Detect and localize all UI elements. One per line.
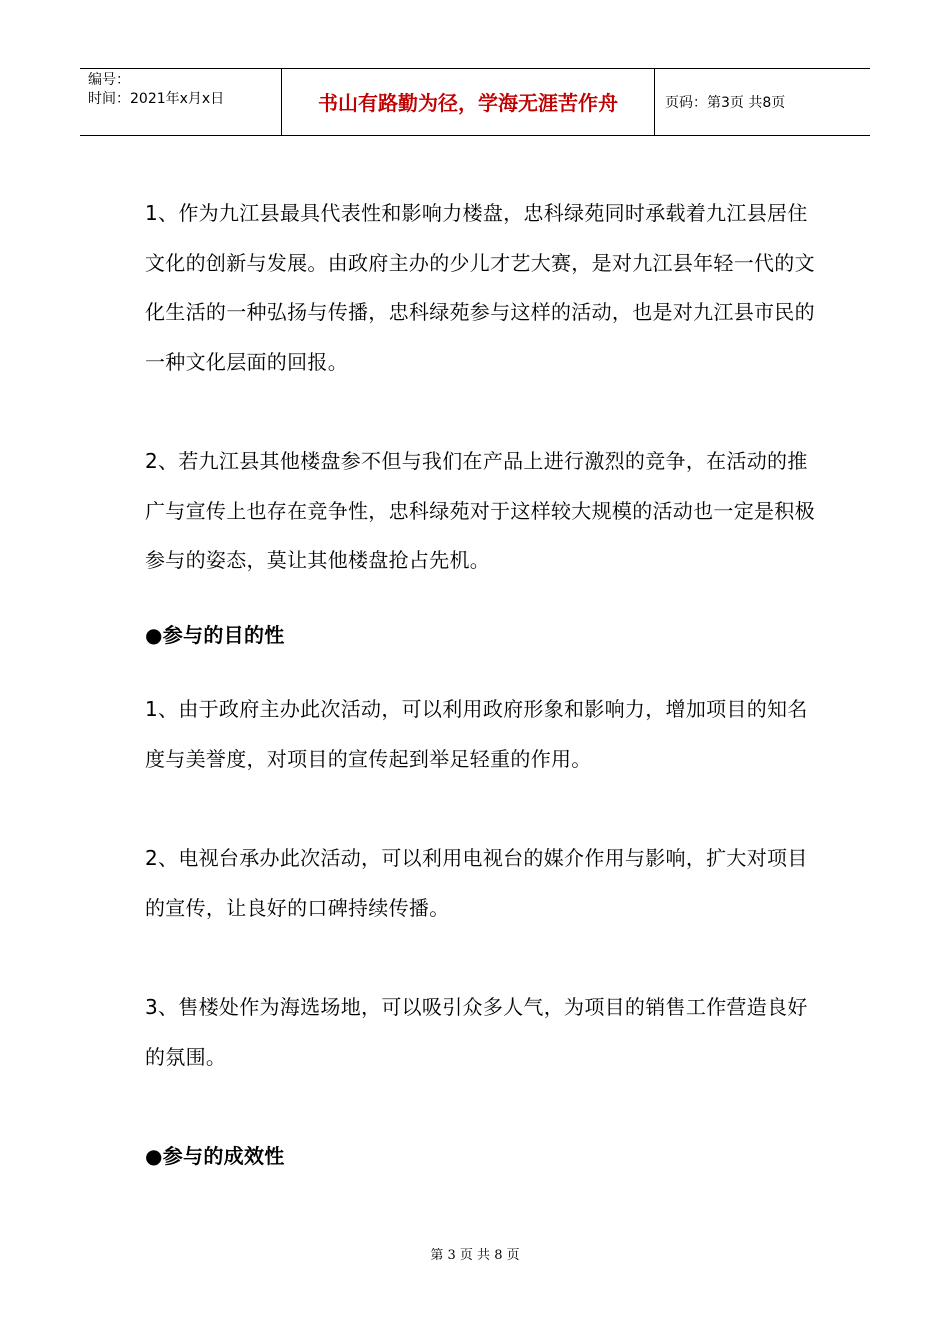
paragraph-2: 2、若九江县其他楼盘参不但与我们在产品上进行激烈的竞争，在活动的推广与宣传上也存在竞争性，忠科绿苑对于这样较大规模的活动也一定是积极参与的姿态，莫让其他楼盘抢占先机。 (145, 449, 815, 572)
purpose-item-2: 2、电视台承办此次活动，可以利用电视台的媒介作用与影响，扩大对项目的宣传，让良好的口碑持续传播。 (145, 846, 808, 920)
document-number-label: 编号： (88, 72, 130, 88)
header-page-info: 页码：第3页 共8页 (665, 95, 786, 111)
section-heading-purpose: ●参与的目的性 (145, 622, 285, 647)
paragraph-1: 1、作为九江县最具代表性和影响力楼盘，忠科绿苑同时承载着九江县居住文化的创新与发展。由政府主办的少儿才艺大赛，是对九江县年轻一代的文化生活的一种弘扬与传播，忠科绿苑参与这样的活动，也是对九江县市民的一种文化层面的回报。 (145, 201, 815, 374)
document-date: 时间：2021年x月x日 (88, 91, 225, 107)
section-heading-effectiveness: ●参与的成效性 (145, 1144, 285, 1168)
header-motto: 书山有路勤为径，学海无涯苦作舟 (281, 69, 655, 135)
header-meta (80, 69, 281, 135)
purpose-item-3: 3、售楼处作为海选场地，可以吸引众多人气，为项目的销售工作营造良好的氛围。 (145, 995, 808, 1069)
purpose-item-1: 1、由于政府主办此次活动，可以利用政府形象和影响力，增加项目的知名度与美誉度，对项目的宣传起到举足轻重的作用。 (145, 697, 808, 771)
document-header (80, 68, 870, 136)
page-footer: 第 3 页 共 8 页 (430, 1248, 520, 1263)
document-body (145, 189, 815, 1182)
